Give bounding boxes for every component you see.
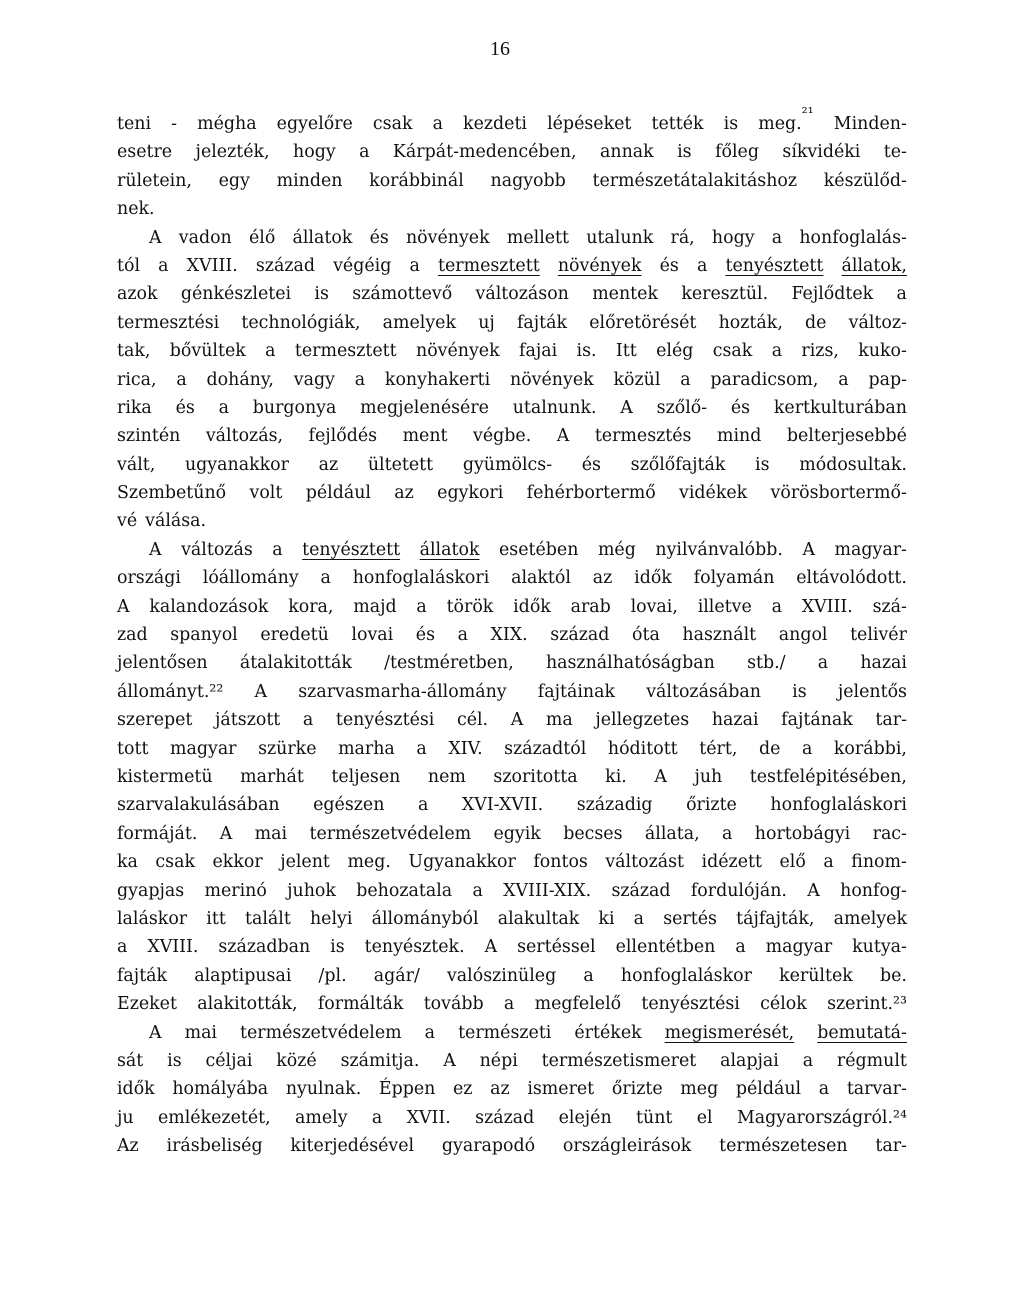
text-line: rika és a burgonya megjelenésére utalnunk. A szőlő- és kertkulturában [117,397,907,418]
text-line: esetre jelezték, hogy a Kárpát-medencében, annak is főleg síkvidéki te- [117,142,907,163]
text-line: azok génkészletei is számottevő változáson mentek keresztül. Fejlődtek a [117,284,907,305]
text-line: fajták alaptipusai /pl. agár/ valószinüleg a honfoglaláskor kerültek be. [117,965,907,986]
text-line: Szembetűnő volt például az egykori fehérbortermő vidékek vörösbortermő- [117,483,907,504]
text-line: Ezeket alakitották, formálták tovább a megfelelő tenyésztési célok szerint.²³ [117,994,907,1015]
text-line: termesztési technológiák, amelyek uj fajták előretörését hozták, de változ- [117,312,907,333]
text-line: A mai természetvédelem a természeti értékek megismerését, bemutatá- [149,1022,907,1043]
page-number: 16 [490,38,510,60]
text-line: ju emlékezetét, amely a XVII. század elején tünt el Magyarországról.²⁴ [117,1107,907,1128]
text-line: nek. [117,199,155,220]
text-line: ka csak ekkor jelent meg. Ugyanakkor fontos változást idézett elő a finom- [117,852,907,873]
footnote-ref-21: ²¹ [801,104,814,123]
text-line: a XVIII. században is tenyésztek. A sertéssel ellentétben a magyar kutya- [117,937,907,958]
text-line: jelentősen átalakitották /testméretben, használhatóságban stb./ a hazai [117,653,907,674]
text-line: rica, a dohány, vagy a konyhakerti növények közül a paradicsom, a pap- [117,369,907,390]
text-line: vált, ugyanakkor az ültetett gyümölcs- és szőlőfajták is módosultak. [117,454,907,475]
text-line: kistermetü marhát teljesen nem szoritotta ki. A juh testfelépitésében, [117,766,907,787]
text-line: idők homályába nyulnak. Éppen ez az ismeret őrizte meg például a tarvar- [117,1079,907,1100]
text-line: teni - mégha egyelőre csak a kezdeti lépéseket tették is meg.$^{^{21}}$ Minden- [117,104,907,134]
text-line: rületein, egy minden korábbinál nagyobb természetátalakitáshoz készülőd- [117,170,907,191]
body-text [117,104,907,1160]
text-line: zad spanyol eredetü lovai és a XIX. század óta használt angol telivér [117,625,907,646]
text-line: sát is céljai közé számitja. A népi természetismeret alapjai a régmult [117,1050,907,1071]
text-line: vé válása. [117,511,207,532]
text-line: formáját. A mai természetvédelem egyik becses állata, a hortobágyi rac- [117,823,907,844]
text-line: Az irásbeliség kiterjedésével gyarapodó országleirások természetesen tar- [117,1136,907,1157]
text-line: A vadon élő állatok és növények mellett utalunk rá, hogy a honfoglalás- [149,227,907,248]
text-line: tott magyar szürke marha a XIV. századtól hóditott tért, de a korábbi, [117,738,907,759]
text-line: tól a XVIII. század végéig a termesztett növények és a tenyésztett állatok, [117,255,907,276]
text-line: állományt.²² A szarvasmarha-állomány fajtáinak változásában is jelentős [117,681,907,702]
text-line: szerepet játszott a tenyésztési cél. A ma jellegzetes hazai fajtának tar- [117,710,907,731]
text-line: országi lóállomány a honfoglaláskori alaktól az idők folyamán eltávolódott. [117,568,907,589]
text-line: A változás a tenyésztett állatok esetében még nyilvánvalóbb. A magyar- [149,539,907,560]
text-line: szintén változás, fejlődés ment végbe. A termesztés mind belterjesebbé [117,426,907,447]
text-line: A kalandozások kora, majd a török idők arab lovai, illetve a XVIII. szá- [117,596,907,617]
text-line: tak, bővültek a termesztett növények fajai is. Itt elég csak a rizs, kuko- [117,341,907,362]
text-line: gyapjas merinó juhok behozatala a XVIII-XIX. század fordulóján. A honfog- [117,880,907,901]
text-line: laláskor itt talált helyi állományból alakultak ki a sertés tájfajták, amelyek [117,908,907,929]
text-line: szarvalakulásában egészen a XVI-XVII. századig őrizte honfoglaláskori [117,795,907,816]
